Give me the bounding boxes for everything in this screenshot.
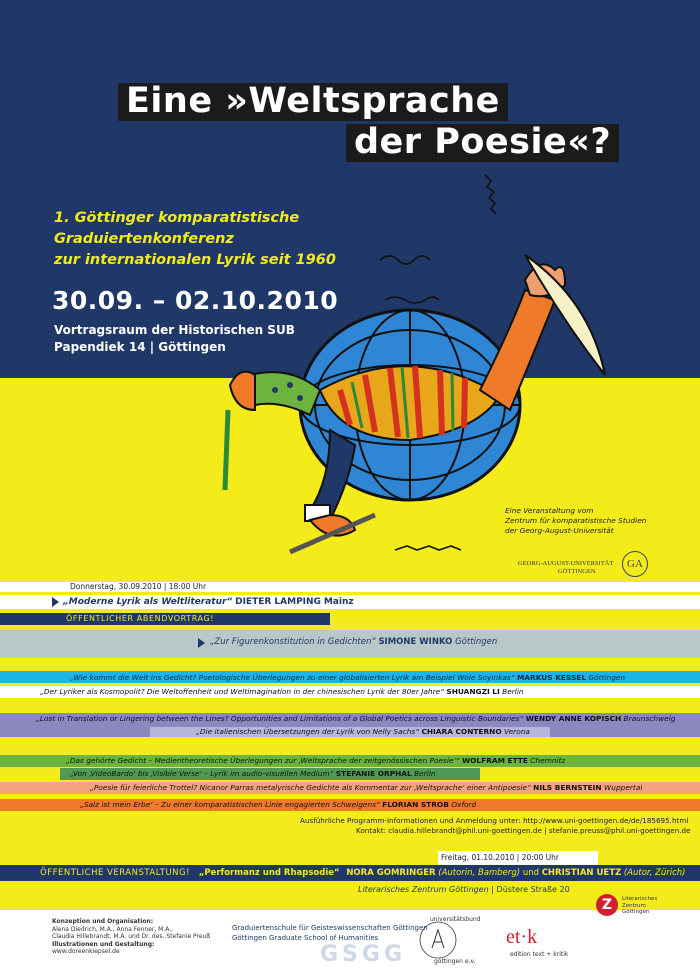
gsgg-logo: GSGG: [320, 942, 407, 967]
etk-logo: et·k: [506, 926, 538, 948]
subtitle-line-2: Graduiertenkonferenz: [54, 231, 234, 247]
talk1-title: „Moderne Lyrik als Weltliteratur“: [63, 597, 233, 607]
talk-row: „Poesie für feierliche Trottel? Nicanor Parras metalyrische Gedichte als Kommentar zur ‚Weltsprache‘ einer Antipoesie“ NILS BERNSTEIN Wuppertal: [90, 783, 643, 792]
info-line-1: Ausführliche Programm-Informationen und Anmeldung unter: http://www.uni-goettingen.de/de/185695.html: [300, 816, 689, 825]
event-and: und: [522, 868, 539, 878]
university-logo-text-2: GÖTTINGEN: [558, 568, 596, 575]
unibund-text-1: universitätsbund: [430, 916, 481, 923]
arrow-icon: [198, 638, 205, 648]
venue-line-1: Vortragsraum der Historischen SUB: [54, 323, 295, 337]
unibund-text-2: göttingen e.v.: [434, 958, 476, 965]
organizer-line-2: Zentrum für komparatistische Studien: [505, 516, 647, 525]
event-date: Freitag, 01.10.2010 | 20:00 Uhr: [441, 853, 560, 862]
talk2-place: Göttingen: [455, 637, 498, 647]
arrow-icon: [52, 597, 59, 607]
organizer-line-1: Eine Veranstaltung vom: [505, 506, 594, 515]
event-label: ÖFFENTLICHE VERANSTALTUNG!: [40, 868, 191, 878]
globe-illustration: [180, 160, 620, 560]
event-title: „Performanz und Rhapsodie“: [198, 868, 340, 878]
conference-dates: 30.09. – 02.10.2010: [52, 286, 339, 315]
talk-row: „Die italienischen Übersetzungen der Lyrik von Nelly Sachs“ CHIARA CONTERNO Verona: [196, 727, 530, 736]
event-location: Literarisches Zentrum Göttingen: [358, 885, 489, 894]
event-speaker-1-note: (Autorin, Bamberg): [438, 868, 521, 878]
talk-row: „Das gehörte Gedicht – Medientheoretische Überlegungen zur ‚Weltsprache der zeitgenössischen Poesie‘“ WOLFRAM ETTE Chemnitz: [66, 756, 566, 765]
subtitle-line-1: 1. Göttinger komparatistische: [54, 210, 300, 226]
talk2-title: „Zur Figurenkonstitution in Gedichten“: [210, 637, 376, 647]
event-address: Düstere Straße 20: [496, 885, 570, 894]
talk2-speaker: SIMONE WINKO: [378, 637, 453, 647]
talk-row: „Wie kommt die Welt ins Gedicht? Poetologische Überlegungen zu einer globalisierten Lyrik am Beispiel Wole Soyinkas“ MARKUS KESSEL Göttingen: [70, 673, 626, 682]
event-speaker-1: NORA GOMRINGER: [346, 868, 436, 878]
venue-line-2: Papendiek 14 | Göttingen: [54, 340, 226, 354]
event-speaker-2-note: (Autor, Zürich): [623, 868, 686, 878]
lz-logo-icon: Z: [596, 894, 618, 916]
organizer-line-3: der Georg-August-Universität: [505, 526, 614, 535]
grad-school-line-2: Göttingen Graduate School of Humanities: [232, 934, 379, 942]
credits: Konzeption und Organisation: Alena Diedrich, M.A., Anna Fenner, M.A., Claudia Hillebrandt, M.A. und Dr. des. Stefanie Preuß Illustrationen und Gestaltung: www.doreenkiepsel.de: [52, 918, 211, 956]
talk-row: „Von ‚VideoBardo‘ bis ‚Visible Verse‘ – Lyrik im audio-visuellen Medium“ STEFANIE ORPHAL Berlin: [70, 769, 436, 778]
info-line-2: Kontakt: claudia.hillebrandt@phil.uni-goettingen.de | stefanie.preuss@phil.uni-goettingen.de: [356, 826, 691, 835]
university-logo-text-1: GEORG-AUGUST-UNIVERSITÄT: [518, 560, 614, 567]
lz-logo-text: Literarisches Zentrum Göttingen: [622, 896, 658, 915]
subtitle-line-3: zur internationalen Lyrik seit 1960: [54, 252, 336, 268]
grad-school-line-1: Graduiertenschule für Geisteswissenschaften Göttingen: [232, 924, 428, 932]
talk-row: „Lost in Translation or Lingering between the Lines? Opportunities and Limitations of a Global Poetics across Linguistic Boundaries“ WENDY ANNE KOPISCH Braunschweig: [36, 714, 676, 723]
day1-header: Donnerstag, 30.09.2010 | 18:00 Uhr: [66, 582, 210, 592]
etk-subtitle: edition text + kritik: [510, 951, 569, 958]
talk1-place: Mainz: [323, 597, 354, 607]
title-line-1: Eine »Weltsprache: [118, 83, 508, 121]
talk-row: „Salz ist mein Erbe‘ – Zu einer komparatistischen Linie engagierten Schweigens“ FLORIAN STROB Oxford: [80, 800, 477, 809]
public-evening-label: ÖFFENTLICHER ABENDVORTRAG!: [66, 614, 215, 623]
event-speaker-2: CHRISTIAN UETZ: [541, 868, 622, 878]
talk1-speaker: DIETER LAMPING: [235, 597, 321, 607]
title-line-2: der Poesie«?: [346, 124, 619, 162]
talk-row: „Der Lyriker als Kosmopolit? Die Weltoffenheit und Weltimagination in der chinesischen Lyrik der 80er Jahre“ SHUANGZI LI Berlin: [40, 687, 524, 696]
university-logo-mark: GA: [622, 551, 648, 577]
